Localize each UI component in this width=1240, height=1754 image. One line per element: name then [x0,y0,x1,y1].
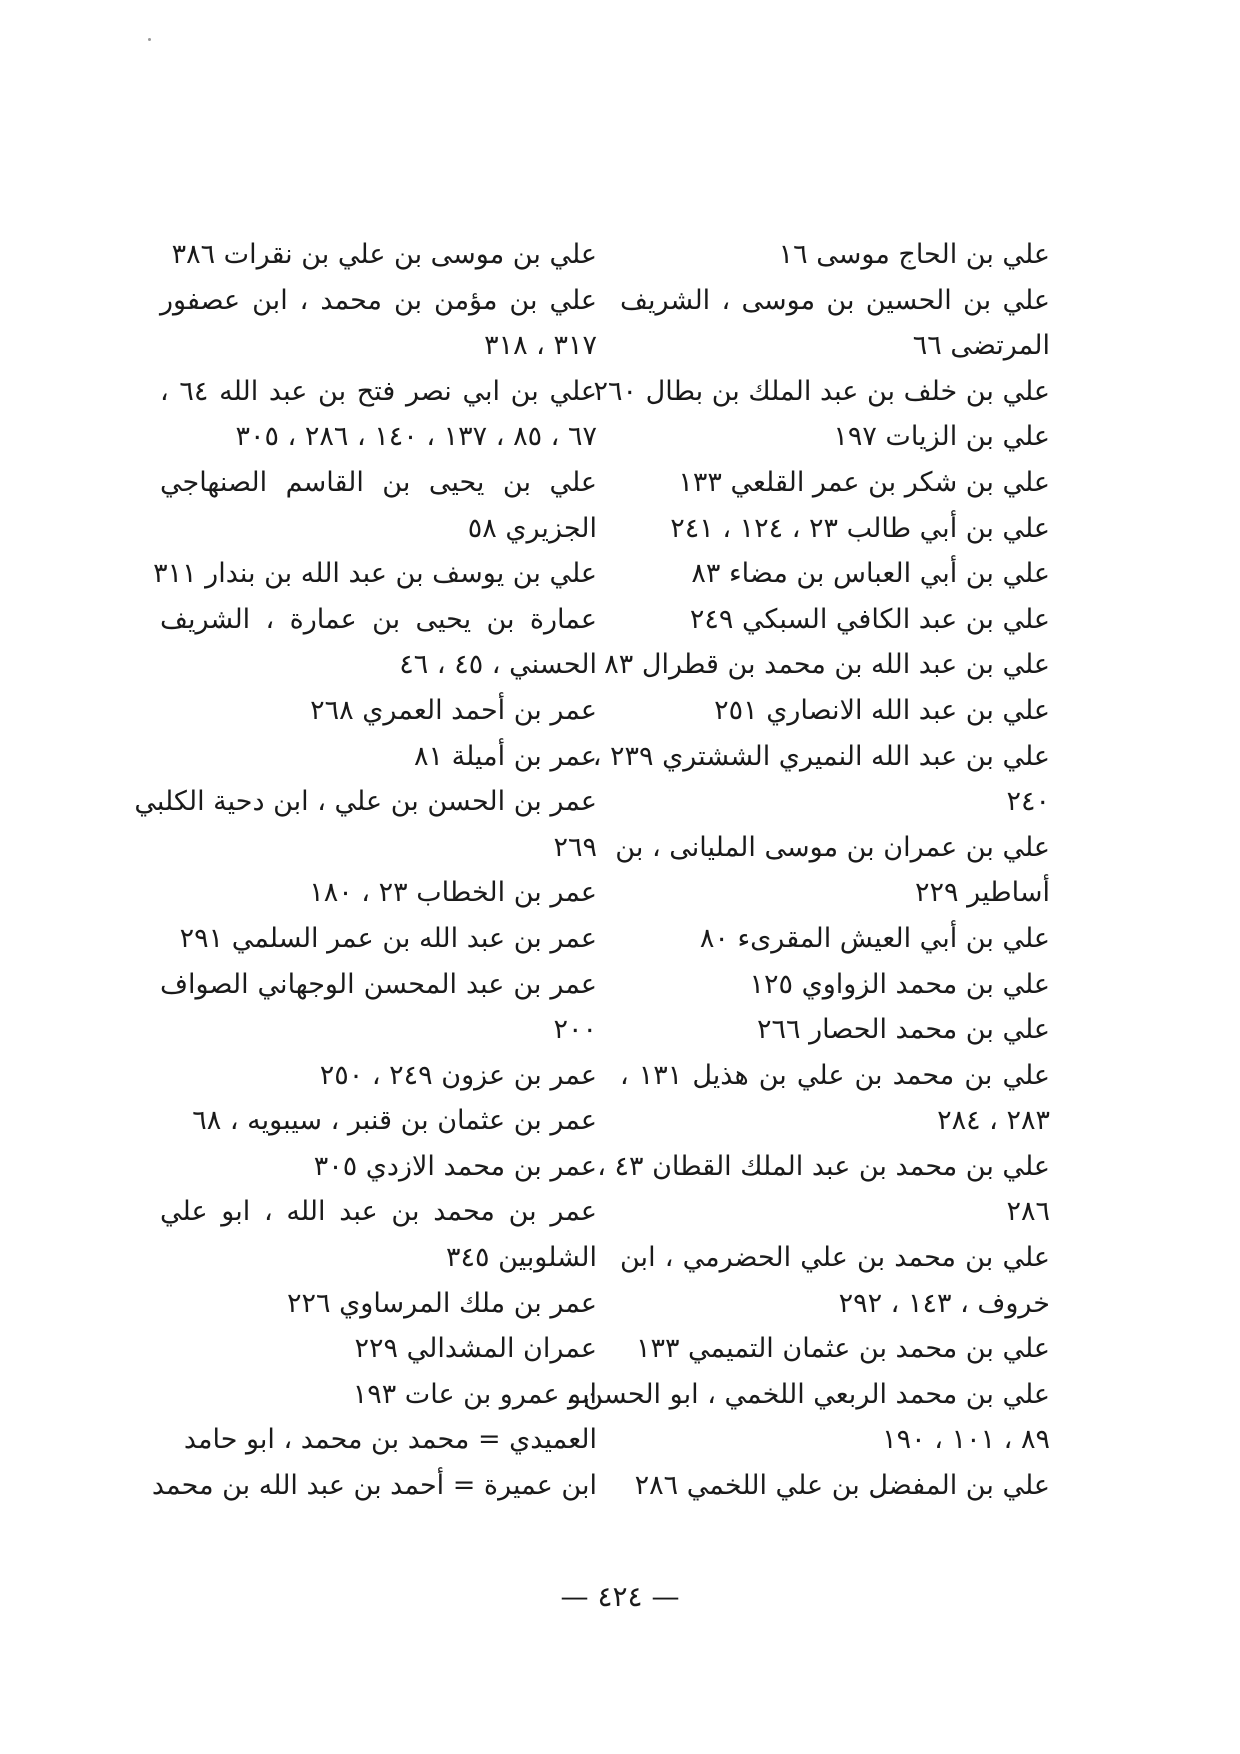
index-entry: ٢٨٣ ، ٢٨٤ [937,1105,1050,1137]
index-entry: خروف ، ١٤٣ ، ٢٩٢ [838,1287,1050,1319]
index-entry: علي بن مؤمن بن محمد ، ابن عصفور [160,284,597,316]
index-entry: عمر بن ملك المرساوي ٢٢٦ [287,1287,597,1319]
index-entry: ٨٩ ، ١٠١ ، ١٩٠ [882,1424,1050,1456]
index-entry: الحسني ، ٤٥ ، ٤٦ [399,649,597,681]
index-entry: عمارة بن يحيى بن عمارة ، الشريف [160,603,597,635]
index-entry: علي بن الزيات ١٩٧ [833,421,1050,453]
index-entry: علي بن عبد الله النميري الششتري ٢٣٩ ، [592,740,1050,772]
index-entry: علي بن عبد الكافي السبكي ٢٤٩ [689,603,1050,635]
index-entry: الجزيري ٥٨ [467,512,597,544]
index-entry: علي بن محمد بن علي الحضرمي ، ابن [620,1242,1050,1274]
index-entry: ٦٧ ، ٨٥ ، ١٣٧ ، ١٤٠ ، ٢٨٦ ، ٣٠٥ [235,421,597,453]
index-entry: عمر بن عزون ٢٤٩ ، ٢٥٠ [319,1059,597,1091]
index-entry: علي بن الحسين بن موسى ، الشريف [620,284,1050,316]
index-entry: عمر بن عبد المحسن الوجهاني الصواف [160,968,597,1000]
index-entry: الشلوبين ٣٤٥ [445,1242,597,1274]
index-entry: عمران المشدالي ٢٢٩ [354,1333,597,1365]
index-entry: ٢٨٦ [1006,1196,1050,1228]
index-entry: علي بن محمد الزواوي ١٢٥ [749,968,1050,1000]
index-entry: ابن عميرة = أحمد بن عبد الله بن محمد [151,1470,597,1502]
index-entry: علي بن يوسف بن عبد الله بن بندار ٣١١ [153,558,597,590]
index-entry: ابو عمرو بن عات ١٩٣ [352,1378,597,1410]
index-entry: علي بن المفضل بن علي اللخمي ٢٨٦ [634,1470,1050,1502]
index-entry: عمر بن عثمان بن قنبر ، سيبويه ، ٦٨ [192,1105,597,1137]
index-entry: ٣١٧ ، ٣١٨ [484,330,597,362]
index-entry: علي بن محمد الربعي اللخمي ، ابو الحسن ، [565,1378,1050,1410]
index-entry: عمر بن محمد الازدي ٣٠٥ [313,1150,597,1182]
index-entry: علي بن عمران بن موسى المليانى ، بن [615,831,1050,863]
index-entry: المرتضى ٦٦ [912,330,1050,362]
index-entry: عمر بن محمد بن عبد الله ، ابو علي [160,1196,597,1228]
index-entry: عمر بن أميلة ٨١ [414,740,597,772]
index-column-left [134,232,597,1509]
index-entry: علي بن شكر بن عمر القلعي ١٣٣ [678,466,1050,498]
index-entry: ٢٤٠ [1006,786,1050,818]
index-entry: علي بن عبد الله الانصاري ٢٥١ [714,694,1050,726]
index-entry: علي بن محمد بن عبد الملك القطان ٤٣ ، [597,1150,1050,1182]
index-entry: علي بن أبي طالب ٢٣ ، ١٢٤ ، ٢٤١ [670,512,1050,544]
index-entry: علي بن عبد الله بن محمد بن قطرال ٨٣ [604,649,1050,681]
index-entry: عمر بن الخطاب ٢٣ ، ١٨٠ [309,877,597,909]
index-entry: علي بن محمد بن عثمان التميمي ١٣٣ [635,1333,1050,1365]
index-entry: ٢٠٠ [553,1014,597,1046]
index-entry: علي بن يحيى بن القاسم الصنهاجي [160,466,597,498]
index-entry: العميدي = محمد بن محمد ، ابو حامد [183,1424,597,1456]
index-entry: عمر بن عبد الله بن عمر السلمي ٢٩١ [179,922,597,954]
page-number: — ٤٢٤ — [560,1580,680,1613]
index-entry: علي بن أبي العيش المقرىء ٨٠ [699,922,1050,954]
index-entry: عمر بن الحسن بن علي ، ابن دحية الكلبي [134,786,597,818]
index-entry: علي بن ابي نصر فتح بن عبد الله ٦٤ ، [160,375,597,407]
paper-speck [148,38,151,41]
index-entry: ٢٦٩ [553,831,597,863]
index-entry: علي بن موسى بن علي بن نقرات ٣٨٦ [171,239,597,270]
index-entry: علي بن أبي العباس بن مضاء ٨٣ [691,558,1050,590]
index-entry: علي بن محمد الحصار ٢٦٦ [757,1014,1050,1046]
index-entry: أساطير ٢٢٩ [915,877,1050,909]
index-entry: عمر بن أحمد العمري ٢٦٨ [310,694,597,726]
index-entry: علي بن محمد بن علي بن هذيل ١٣١ ، [620,1059,1050,1091]
index-entry: علي بن الحاج موسى ١٦ [778,239,1050,270]
index-entry: علي بن خلف بن عبد الملك بن بطال ٢٦٠ [593,375,1050,407]
